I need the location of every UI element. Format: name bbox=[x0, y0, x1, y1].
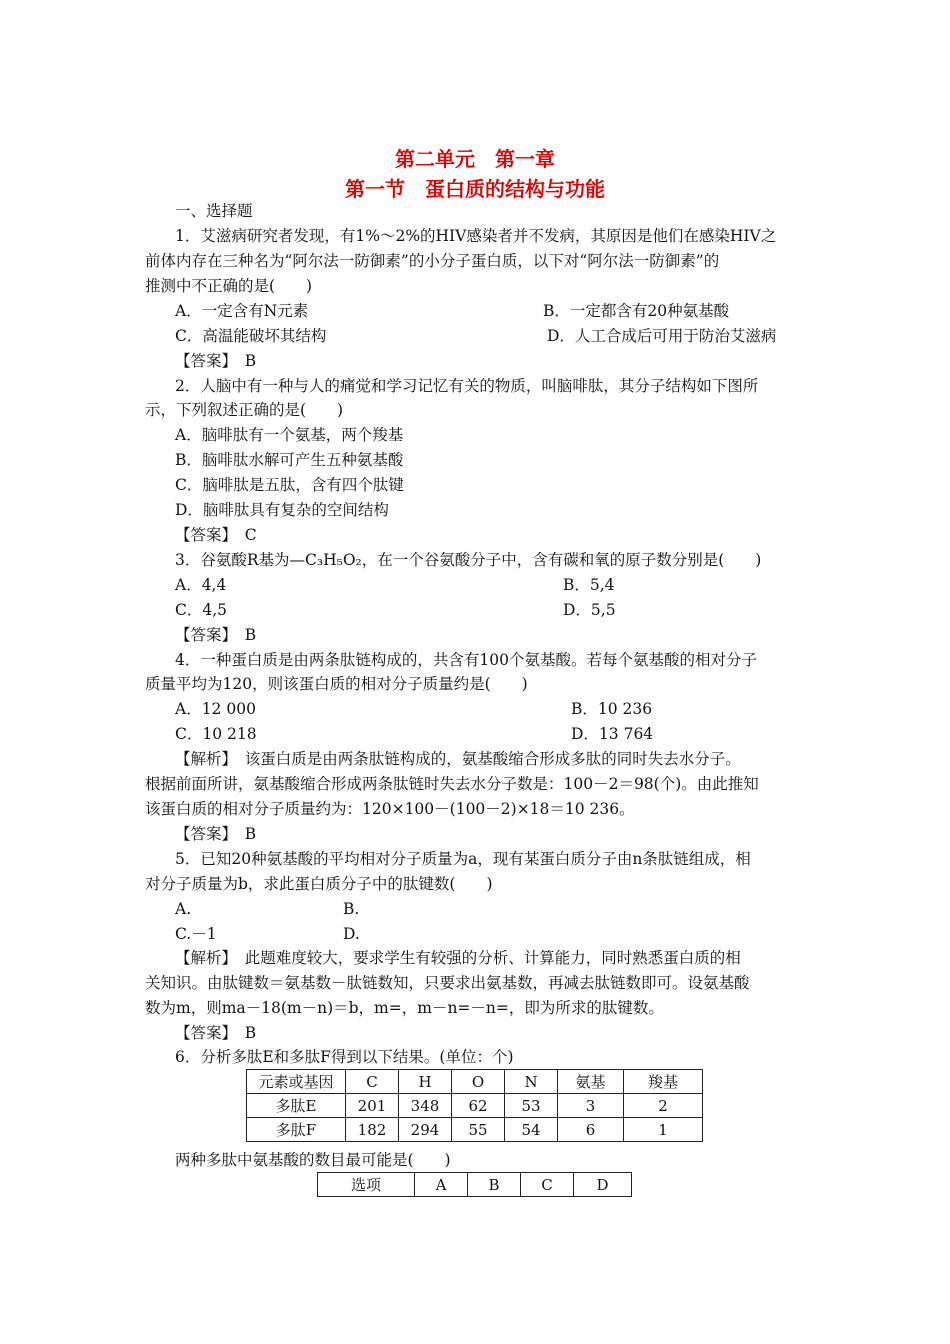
table-cell: 182 bbox=[346, 1118, 399, 1142]
q5-option-b: B. bbox=[343, 900, 360, 918]
q2-answer: 【答案】 C bbox=[175, 526, 257, 544]
table-header-cell: 氨基 bbox=[558, 1070, 624, 1094]
q3-option-c: C．4,5 bbox=[175, 601, 228, 619]
options-table bbox=[317, 1172, 632, 1197]
q3-answer: 【答案】 B bbox=[175, 626, 257, 644]
q1-line-3: 推测中不正确的是( ) bbox=[145, 277, 313, 295]
q1-answer: 【答案】 B bbox=[175, 352, 257, 370]
table-header-cell: 羧基 bbox=[624, 1070, 703, 1094]
table-header-row bbox=[247, 1070, 703, 1094]
table-cell: 1 bbox=[624, 1118, 703, 1142]
table-cell: 55 bbox=[452, 1118, 505, 1142]
element-table bbox=[246, 1069, 703, 1142]
table-cell: 选项 bbox=[318, 1173, 415, 1197]
table-row bbox=[318, 1173, 632, 1197]
q5-option-c: C.－1 bbox=[175, 925, 217, 943]
table-cell: 3 bbox=[558, 1094, 624, 1118]
table-header-cell: O bbox=[452, 1070, 505, 1094]
section-label: 一、选择题 bbox=[175, 202, 253, 220]
table-header-cell: 元素或基因 bbox=[247, 1070, 346, 1094]
q1-line-1: 1．艾滋病研究者发现，有1%～2%的HIV感染者并不发病，其原因是他们在感染HIV之 bbox=[175, 227, 777, 245]
q2-line-1: 2．人脑中有一种与人的痛觉和学习记忆有关的物质，叫脑啡肽，其分子结构如下图所 bbox=[175, 377, 759, 395]
q1-option-a: A．一定含有N元素 bbox=[175, 302, 309, 320]
table-row bbox=[247, 1094, 703, 1118]
q1-option-b: B．一定都含有20种氨基酸 bbox=[543, 302, 730, 320]
q5-analysis-3: 数为m，则ma－18(m－n)＝b，m=，m－n=－n=，即为所求的肽键数。 bbox=[145, 999, 664, 1017]
q4-analysis-1: 【解析】 该蛋白质是由两条肽链构成的，氨基酸缩合形成多肽的同时失去水分子。 bbox=[175, 750, 741, 768]
q4-line-1: 4．一种蛋白质是由两条肽链构成的，共含有100个氨基酸。若每个氨基酸的相对分子 bbox=[175, 651, 757, 669]
q6-question: 两种多肽中氨基酸的数目最可能是( ) bbox=[175, 1151, 451, 1169]
q4-option-b: B．10 236 bbox=[571, 700, 653, 718]
table-cell: 6 bbox=[558, 1118, 624, 1142]
table-cell: 201 bbox=[346, 1094, 399, 1118]
q4-option-d: D．13 764 bbox=[571, 725, 654, 743]
q4-option-c: C．10 218 bbox=[175, 725, 257, 743]
q2-option-a: A．脑啡肽有一个氨基，两个羧基 bbox=[175, 426, 404, 444]
q4-analysis-3: 该蛋白质的相对分子质量约为：120×100－(100－2)×18＝10 236。 bbox=[145, 800, 635, 818]
q5-line-2: 对分子质量为b，求此蛋白质分子中的肽键数( ) bbox=[145, 875, 493, 893]
table-cell: 54 bbox=[505, 1118, 558, 1142]
q2-option-c: C．脑啡肽是五肽，含有四个肽键 bbox=[175, 476, 404, 494]
q4-option-a: A．12 000 bbox=[175, 700, 256, 718]
q4-line-2: 质量平均为120，则该蛋白质的相对分子质量约是( ) bbox=[145, 675, 528, 693]
q3-option-d: D．5,5 bbox=[563, 601, 616, 619]
q2-line-2: 示，下列叙述正确的是( ) bbox=[145, 401, 344, 419]
q5-analysis-1: 【解析】 此题难度较大，要求学生有较强的分析、计算能力，同时熟悉蛋白质的相 bbox=[175, 949, 741, 967]
q5-analysis-2: 关知识。由肽键数＝氨基数－肽链数知，只要求出氨基数，再减去肽链数即可。设氨基酸 bbox=[145, 974, 750, 992]
table-cell: 多肽E bbox=[247, 1094, 346, 1118]
q5-line-1: 5．已知20种氨基酸的平均相对分子质量为a，现有某蛋白质分子由n条肽链组成，相 bbox=[175, 850, 751, 868]
table-header-cell: C bbox=[346, 1070, 399, 1094]
table-cell: 2 bbox=[624, 1094, 703, 1118]
table-cell: B bbox=[468, 1173, 521, 1197]
q1-line-2: 前体内存在三种名为“阿尔法一防御素”的小分子蛋白质，以下对“阿尔法一防御素”的 bbox=[145, 252, 720, 270]
table-cell: D bbox=[574, 1173, 632, 1197]
table-cell: A bbox=[415, 1173, 468, 1197]
q3-line-1: 3．谷氨酸R基为—C₃H₅O₂，在一个谷氨酸分子中，含有碳和氧的原子数分别是( ) bbox=[175, 551, 762, 569]
q2-option-d: D．脑啡肽具有复杂的空间结构 bbox=[175, 501, 389, 519]
table-row bbox=[247, 1118, 703, 1142]
q3-option-b: B．5,4 bbox=[563, 576, 615, 594]
unit-title: 第二单元 第一章 bbox=[395, 147, 555, 171]
q5-option-d: D. bbox=[343, 925, 360, 943]
q4-analysis-2: 根据前面所讲，氨基酸缩合形成两条肽链时失去水分子数是：100－2＝98(个)。由此推知 bbox=[145, 775, 759, 793]
q6-line-1: 6．分析多肽E和多肽F得到以下结果。(单位：个) bbox=[175, 1048, 514, 1066]
table-cell: 多肽F bbox=[247, 1118, 346, 1142]
q5-answer: 【答案】 B bbox=[175, 1024, 257, 1042]
q3-option-a: A．4,4 bbox=[175, 576, 227, 594]
table-header-cell: N bbox=[505, 1070, 558, 1094]
table-cell: C bbox=[521, 1173, 574, 1197]
table-cell: 294 bbox=[399, 1118, 452, 1142]
section-title: 第一节 蛋白质的结构与功能 bbox=[345, 177, 605, 201]
q4-answer: 【答案】 B bbox=[175, 825, 257, 843]
table-cell: 62 bbox=[452, 1094, 505, 1118]
table-cell: 348 bbox=[399, 1094, 452, 1118]
table-cell: 53 bbox=[505, 1094, 558, 1118]
q1-option-d: D．人工合成后可用于防治艾滋病 bbox=[547, 327, 777, 345]
table-header-cell: H bbox=[399, 1070, 452, 1094]
q2-option-b: B．脑啡肽水解可产生五种氨基酸 bbox=[175, 451, 404, 469]
q5-option-a: A. bbox=[175, 900, 192, 918]
q1-option-c: C．高温能破坏其结构 bbox=[175, 327, 327, 345]
